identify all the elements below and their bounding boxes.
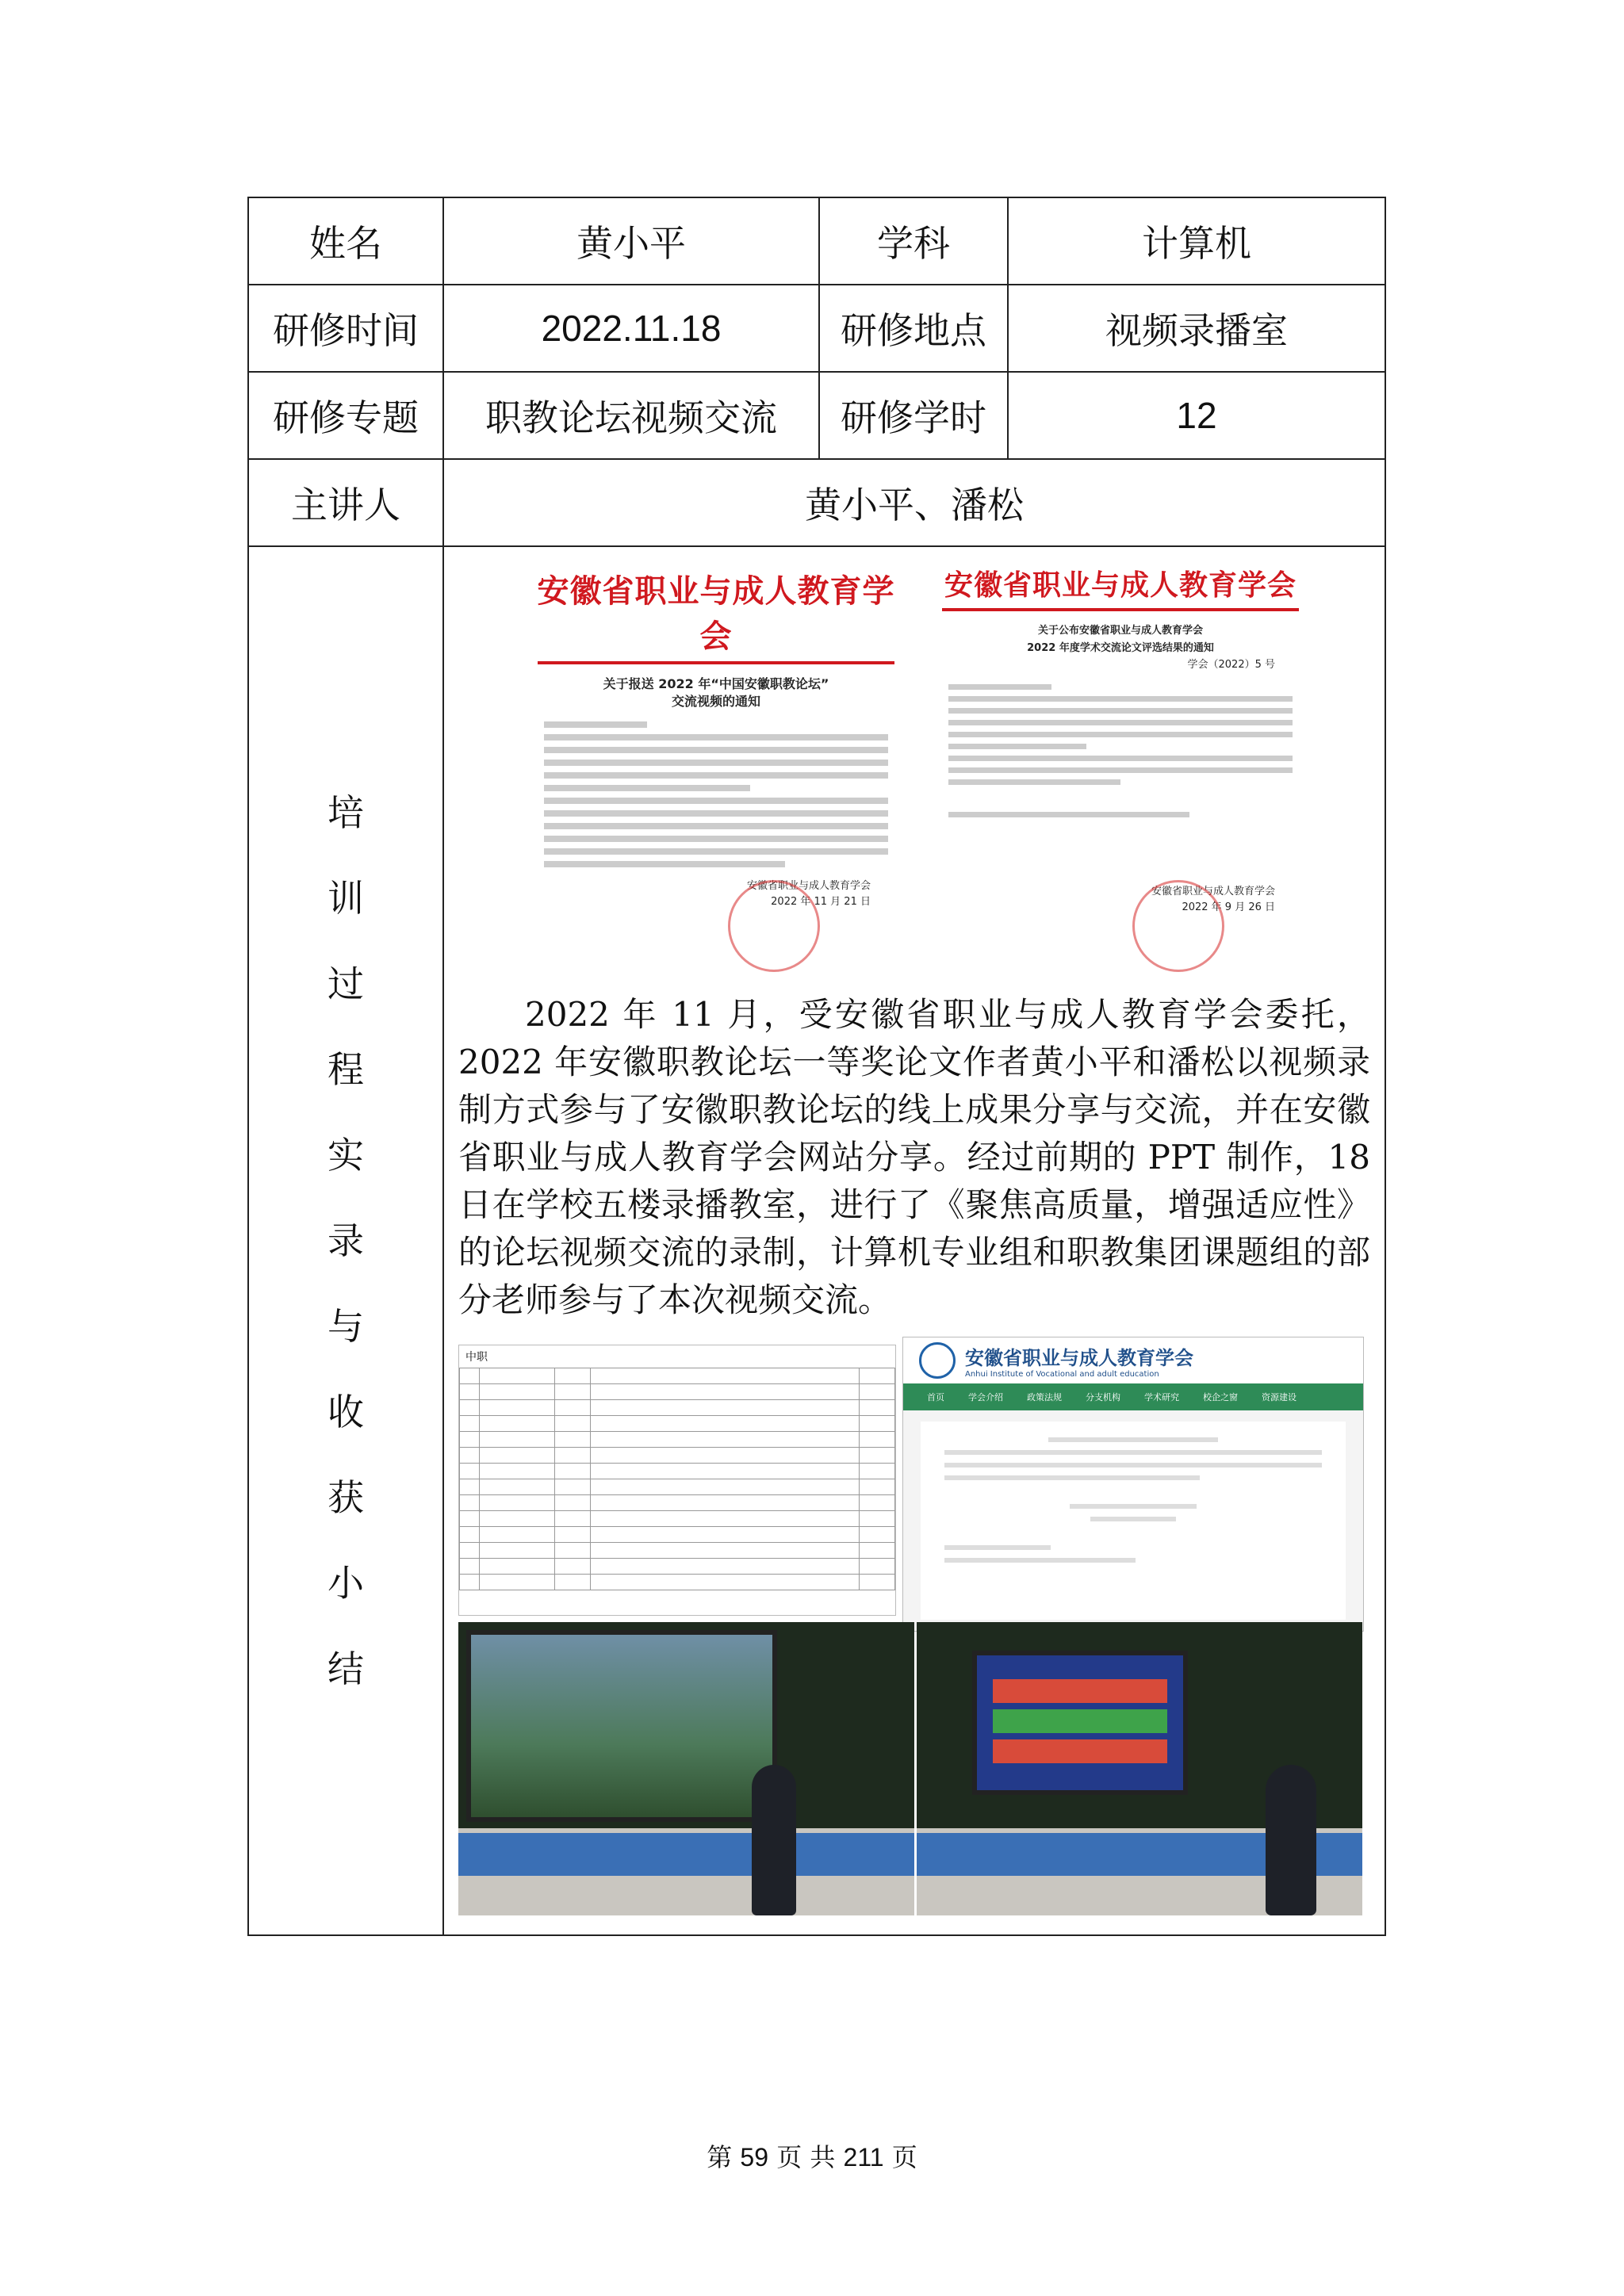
nav-item[interactable]: 首页: [927, 1392, 944, 1402]
record-label-char: 培: [327, 791, 364, 834]
notice-right: [934, 547, 1307, 983]
record-label-char: 结: [327, 1647, 364, 1690]
name-value: 黄小平: [443, 197, 819, 285]
website-title: 安徽省职业与成人教育学会: [965, 1347, 1193, 1369]
notice-left-header: 安徽省职业与成人教育学会: [537, 573, 895, 655]
official-seal: [728, 880, 820, 972]
record-label: [248, 546, 443, 1935]
record-label-char: 获: [327, 1476, 364, 1519]
record-content: [443, 546, 1385, 1935]
place-label: 研修地点: [819, 285, 1008, 372]
footer-suffix: 页: [891, 2142, 917, 2172]
presenter: [1266, 1765, 1316, 1915]
presentation-screen: [972, 1651, 1188, 1795]
website-article: [921, 1422, 1346, 1620]
notice-right-sign-1: 安徽省职业与成人教育学会: [1151, 886, 1275, 897]
record-label-char: 过: [327, 962, 364, 1005]
footer-mid: 页 共: [776, 2142, 836, 2172]
topic-label: 研修专题: [248, 372, 443, 459]
time-value: 2022.11.18: [443, 285, 819, 372]
notice-right-doc-no: 学会（2022）5 号: [1187, 659, 1275, 671]
notice-left-sign-2: 2022 年 11 月 21 日: [771, 896, 871, 908]
speaker-label: 主讲人: [248, 459, 443, 546]
presentation-screen: [466, 1630, 777, 1822]
website-nav: [903, 1383, 1363, 1410]
notice-left-title-2: 交流视频的通知: [671, 694, 760, 709]
recording-photo-right: [917, 1622, 1362, 1915]
place-value: 视频录播室: [1008, 285, 1385, 372]
nav-item[interactable]: 政策法规: [1027, 1392, 1062, 1402]
nav-item[interactable]: 资源建设: [1262, 1392, 1297, 1402]
award-table: [459, 1368, 895, 1590]
nav-item[interactable]: 校企之窗: [1203, 1392, 1238, 1402]
record-label-char: 实: [327, 1134, 364, 1177]
record-label-char: 与: [327, 1305, 364, 1348]
subject-label: 学科: [819, 197, 1008, 285]
name-label: 姓名: [248, 197, 443, 285]
official-seal: [1132, 880, 1224, 972]
nav-item[interactable]: 分支机构: [1086, 1392, 1120, 1402]
total-pages: 211: [843, 2143, 884, 2172]
notice-right-sign-2: 2022 年 9 月 26 日: [1182, 901, 1275, 913]
notice-right-header: 安徽省职业与成人教育学会: [944, 569, 1297, 602]
nav-item[interactable]: 学会介绍: [968, 1392, 1003, 1402]
notice-images: [458, 547, 1370, 983]
notice-right-body: [934, 673, 1307, 828]
society-logo-icon: [919, 1342, 956, 1379]
current-page: 59: [740, 2143, 769, 2172]
award-table-heading: 中职: [465, 1351, 488, 1364]
time-label: 研修时间: [248, 285, 443, 372]
subject-value: 计算机: [1008, 197, 1385, 285]
notice-left-title-1: 关于报送 2022 年“中国安徽职教论坛”: [603, 676, 829, 691]
summary-paragraph: 2022 年 11 月，受安徽省职业与成人教育学会委托，2022 年安徽职教论坛一等奖论文作者黄小平和潘松以视频录制方式参与了安徽职教论坛的线上成果分享与交流，并在安徽省职业与成人教育学会网站分享。经过前期的 PPT 制作，18 日在学校五楼录播教室，进行了《聚焦高质量，增强适应性》的论坛视频交流的录制，计算机专业组和职教集团课题组的部分老师参与了本次视频交流。: [458, 995, 1370, 1319]
record-label-char: 训: [327, 877, 364, 920]
website-title-en: Anhui Institute of Vocational and adult education: [965, 1370, 1159, 1379]
notice-right-title-2: 2022 年度学术交流论文评选结果的通知: [1027, 642, 1214, 654]
notice-left-body: [530, 710, 902, 878]
footer-prefix: 第: [707, 2142, 733, 2172]
award-list-screenshot: [458, 1345, 896, 1616]
record-label-char: 程: [327, 1048, 364, 1091]
hours-label: 研修学时: [819, 372, 1008, 459]
website-screenshot: [902, 1337, 1364, 1632]
topic-value: 职教论坛视频交流: [443, 372, 819, 459]
page-footer: [0, 2137, 1624, 2174]
notice-right-title-1: 关于公布安徽省职业与成人教育学会: [1037, 625, 1203, 637]
record-label-char: 录: [327, 1219, 364, 1262]
speaker-value: 黄小平、潘松: [443, 459, 1385, 546]
notice-left: [530, 547, 902, 983]
activity-photos: [458, 1345, 1370, 1920]
nav-item[interactable]: 学术研究: [1144, 1392, 1179, 1402]
hours-value: 12: [1008, 372, 1385, 459]
notice-left-sign-1: 安徽省职业与成人教育学会: [746, 880, 871, 892]
record-label-char: 小: [327, 1562, 364, 1605]
recording-photo-left: [458, 1622, 914, 1915]
training-record-table: [247, 197, 1386, 1936]
presenter: [752, 1765, 796, 1915]
record-label-char: 收: [327, 1391, 364, 1433]
